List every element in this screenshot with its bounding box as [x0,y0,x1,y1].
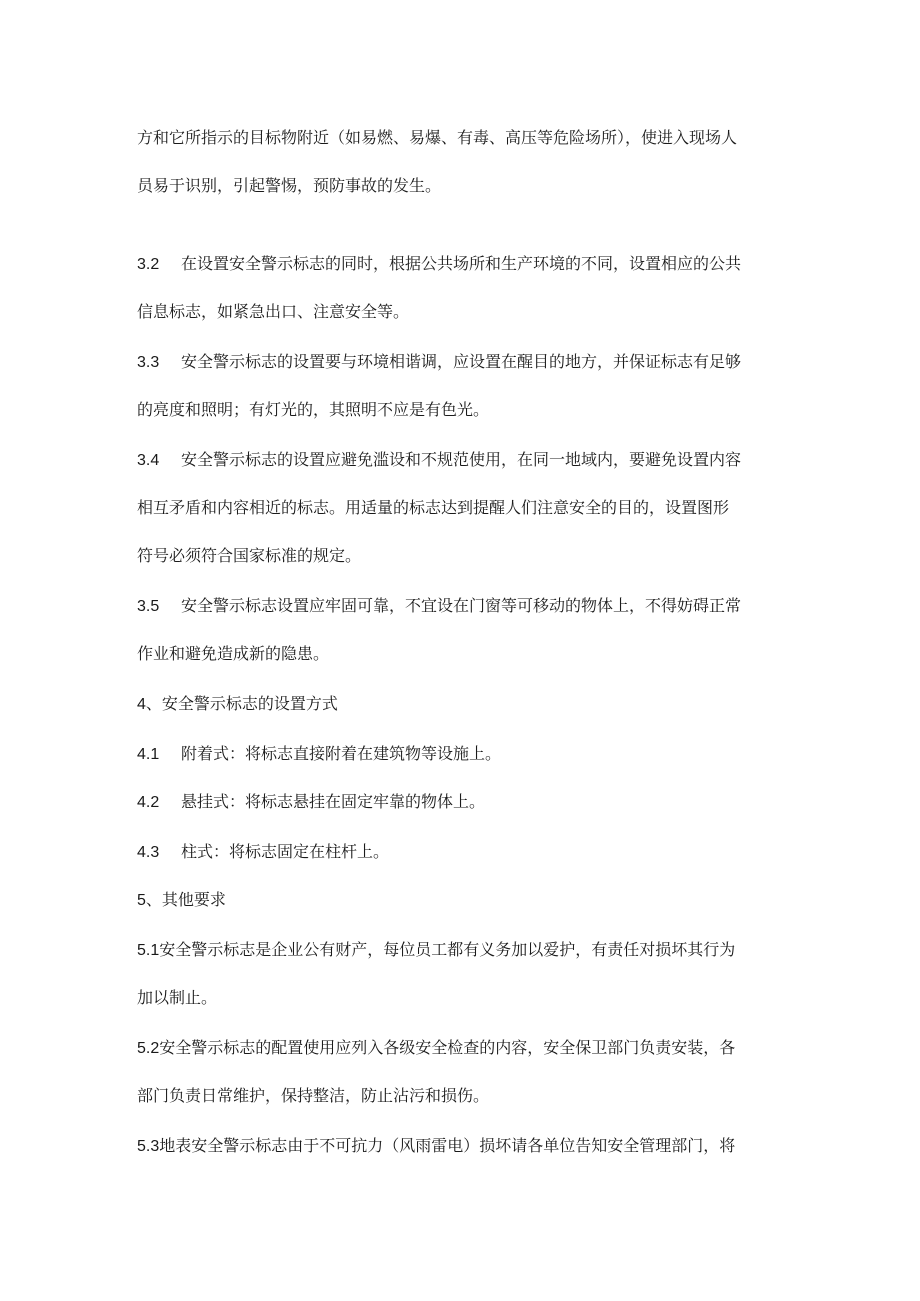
section-number: 3.5 [137,598,160,615]
section-text: 安全警示标志的配置使用应列入各级安全检查的内容，安全保卫部门负责安装，各 [159,1038,736,1057]
heading-number: 5 [137,892,146,909]
heading-5 [137,890,787,911]
line-text: 的亮度和照明；有灯光的，其照明不应是有色光。 [137,400,490,419]
paragraph-line [137,1086,787,1106]
paragraph-line [137,988,787,1008]
heading-text: 、其他要求 [145,890,226,909]
line-text: 符号必须符合国家标准的规定。 [137,546,362,565]
section-3-3 [137,352,787,373]
paragraph-line [137,498,787,518]
line-text: 部门负责日常维护，保持整洁，防止沾污和损伤。 [137,1086,490,1105]
paragraph-line [137,128,787,148]
heading-text: 、安全警示标志的设置方式 [145,694,338,713]
paragraph-line [137,176,787,196]
section-number: 5.1 [137,942,160,959]
section-4-3 [137,842,787,863]
section-number: 3.4 [137,452,160,469]
line-text: 员易于识别，引起警惕，预防事故的发生。 [137,176,442,195]
section-4-1 [137,744,787,765]
section-text: 安全警示标志设置应牢固可靠，不宜设在门窗等可移动的物体上，不得妨碍正常 [181,596,742,615]
line-text: 相互矛盾和内容相近的标志。用适量的标志达到提醒人们注意安全的目的，设置图形 [137,498,730,517]
line-text: 作业和避免造成新的隐患。 [137,644,330,663]
section-number: 5.3 [137,1138,160,1155]
section-text: 安全警示标志是企业公有财产，每位员工都有义务加以爱护，有责任对损坏其行为 [159,940,736,959]
line-text: 方和它所指示的目标物附近（如易燃、易爆、有毒、高压等危险场所），使进入现场人 [137,128,738,147]
section-4-2 [137,792,787,813]
paragraph-line [137,400,787,420]
section-number: 5.2 [137,1040,160,1057]
section-text: 柱式：将标志固定在柱杆上。 [181,842,390,861]
paragraph-line [137,302,787,322]
section-number: 3.2 [137,256,160,273]
section-text: 附着式：将标志直接附着在建筑物等设施上。 [181,744,502,763]
section-number: 4.3 [137,844,160,861]
paragraph-line [137,546,787,566]
section-3-5 [137,596,787,617]
line-text: 信息标志，如紧急出口、注意安全等。 [137,302,410,321]
section-text: 地表安全警示标志由于不可抗力（风雨雷电）损坏请各单位告知安全管理部门，将 [159,1136,736,1155]
paragraph-line [137,644,787,664]
heading-4 [137,694,787,715]
line-text: 加以制止。 [137,988,218,1007]
section-text: 在设置安全警示标志的同时，根据公共场所和生产环境的不同，设置相应的公共 [181,254,742,273]
section-text: 安全警示标志的设置应避免滥设和不规范使用，在同一地域内，要避免设置内容 [181,450,742,469]
section-number: 4.2 [137,794,160,811]
section-5-3 [137,1136,787,1157]
section-3-2 [137,254,787,275]
section-text: 悬挂式：将标志悬挂在固定牢靠的物体上。 [181,792,486,811]
section-number: 3.3 [137,354,160,371]
section-number: 4.1 [137,746,160,763]
section-5-2 [137,1038,787,1059]
section-3-4 [137,450,787,471]
heading-number: 4 [137,696,146,713]
section-text: 安全警示标志的设置要与环境相谐调，应设置在醒目的地方，并保证标志有足够 [181,352,742,371]
section-5-1 [137,940,787,961]
